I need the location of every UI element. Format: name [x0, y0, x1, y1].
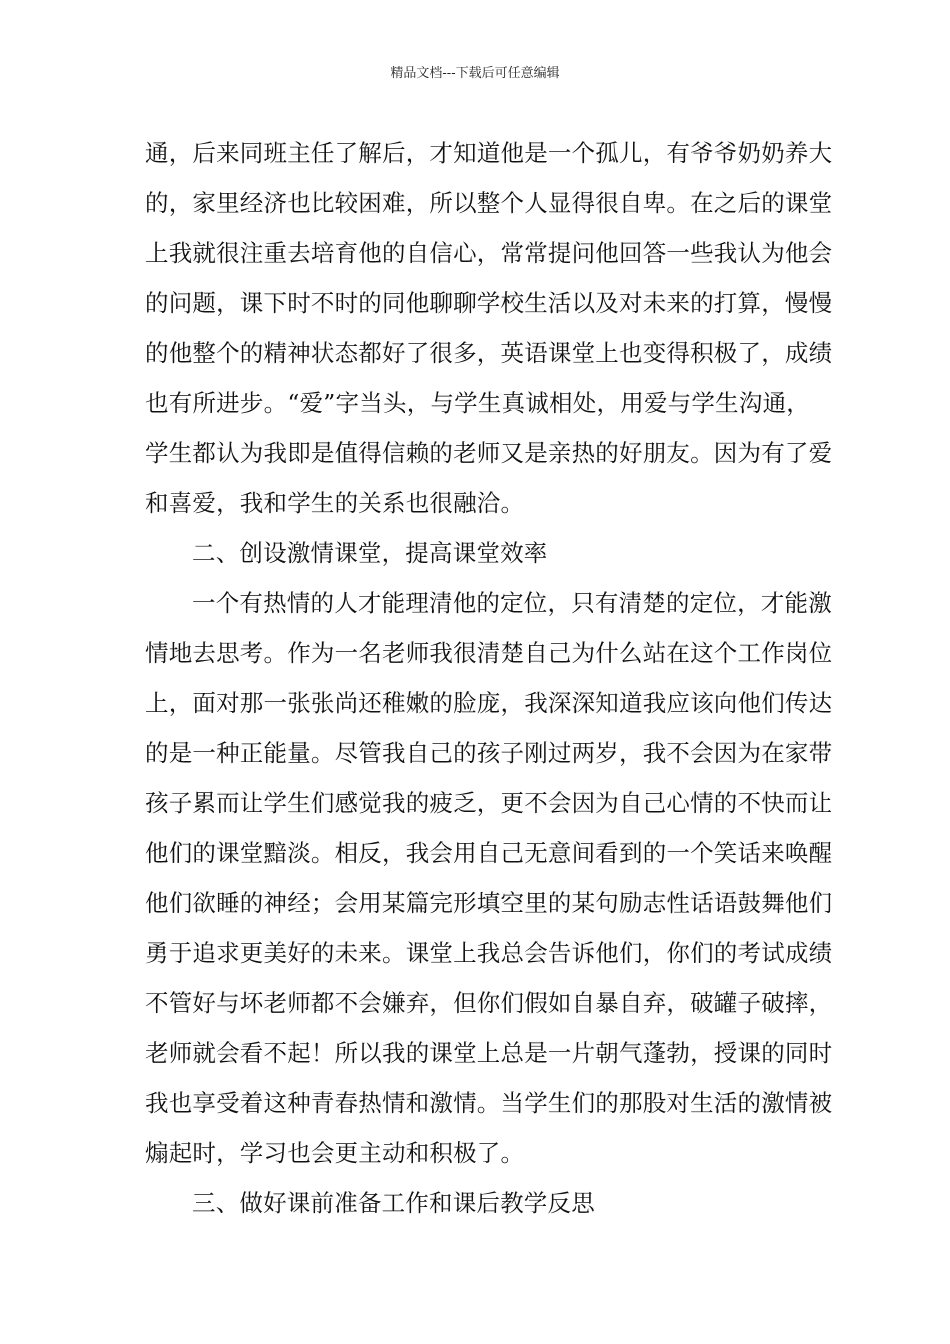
body-line: 他们欲睡的神经；会用某篇完形填空里的某句励志性话语鼓舞他们: [145, 889, 833, 917]
body-line: 的他整个的精神状态都好了很多，英语课堂上也变得积极了，成绩: [145, 339, 833, 367]
body-line: 的，家里经济也比较困难，所以整个人显得很自卑。在之后的课堂: [145, 189, 833, 217]
body-line: 通，后来同班主任了解后，才知道他是一个孤儿，有爷爷奶奶养大: [145, 139, 833, 167]
body-line: 不管好与坏老师都不会嫌弃，但你们假如自暴自弃，破罐子破摔，: [145, 989, 833, 1017]
body-line: 我也享受着这种青春热情和激情。当学生们的那股对生活的激情被: [145, 1089, 833, 1117]
document-body: [145, 128, 833, 1228]
body-line: 的问题，课下时不时的同他聊聊学校生活以及对未来的打算，慢慢: [145, 289, 833, 317]
body-line: 情地去思考。作为一名老师我很清楚自己为什么站在这个工作岗位: [145, 639, 833, 667]
body-line: 煽起时，学习也会更主动和积极了。: [145, 1139, 525, 1167]
body-line: 勇于追求更美好的未来。课堂上我总会告诉他们，你们的考试成绩: [145, 939, 833, 967]
body-line: 学生都认为我即是值得信赖的老师又是亲热的好朋友。因为有了爱: [145, 439, 833, 467]
section-heading: 三、做好课前准备工作和课后教学反思: [192, 1189, 595, 1217]
body-line: 上，面对那一张张尚还稚嫩的脸庞，我深深知道我应该向他们传达: [145, 689, 833, 717]
body-line: 也有所进步。“爱”字当头，与学生真诚相处，用爱与学生沟通，: [145, 389, 810, 417]
body-line: 老师就会看不起！所以我的课堂上总是一片朝气蓬勃，授课的同时: [145, 1039, 833, 1067]
body-line: 的是一种正能量。尽管我自己的孩子刚过两岁，我不会因为在家带: [145, 739, 833, 767]
body-line: 上我就很注重去培育他的自信心，常常提问他回答一些我认为他会: [145, 239, 833, 267]
page-header: 精品文档---下载后可任意编辑: [390, 66, 560, 81]
paragraph-first-line: 一个有热情的人才能理清他的定位，只有清楚的定位，才能激: [192, 589, 832, 617]
section-heading: 二、创设激情课堂，提高课堂效率: [192, 539, 548, 567]
body-line: 和喜爱，我和学生的关系也很融洽。: [145, 489, 525, 517]
body-line: 他们的课堂黯淡。相反，我会用自己无意间看到的一个笑话来唤醒: [145, 839, 833, 867]
body-line: 孩子累而让学生们感觉我的疲乏，更不会因为自己心情的不快而让: [145, 789, 833, 817]
